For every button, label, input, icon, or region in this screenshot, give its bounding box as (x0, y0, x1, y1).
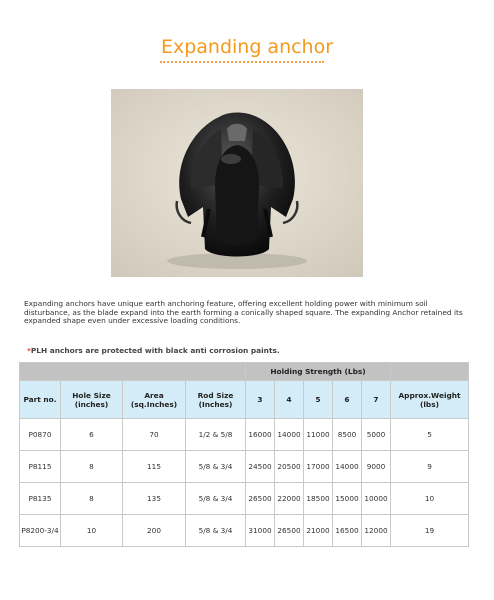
table-row (20, 515, 469, 547)
group-header-spacer-end (391, 363, 469, 381)
column-header: Hole Size (inches) (61, 381, 123, 419)
table-cell: 11000 (304, 419, 333, 451)
specs-table (19, 362, 469, 547)
corrosion-note (27, 346, 280, 355)
table-cell: 20500 (275, 451, 304, 483)
table-cell: 5/8 & 3/4 (186, 515, 246, 547)
table-cell: 10000 (362, 483, 391, 515)
note-star: * (27, 346, 31, 355)
table-cell: 21000 (304, 515, 333, 547)
table-cell: P8200-3/4 (20, 515, 61, 547)
table-cell: 24500 (246, 451, 275, 483)
table-row (20, 419, 469, 451)
column-header: 5 (304, 381, 333, 419)
table-cell: 5/8 & 3/4 (186, 451, 246, 483)
table-cell: 18500 (304, 483, 333, 515)
column-header: Area (sq.Inches) (123, 381, 186, 419)
table-cell: P8115 (20, 451, 61, 483)
table-cell: 10 (391, 483, 469, 515)
table-cell: 8 (61, 451, 123, 483)
table-row (20, 451, 469, 483)
column-header: Approx.Weight (lbs) (391, 381, 469, 419)
table-cell: 8500 (333, 419, 362, 451)
table-cell: 5/8 & 3/4 (186, 483, 246, 515)
description-text: Expanding anchors have unique earth anchoring feature, offering excellent holding power with minimum soil disturbance, as the blade expand into the earth forming a conically shaped square. The expanding Anchor retained its expanded shape even under excessive loading conditions. (24, 299, 463, 326)
table-cell: 9000 (362, 451, 391, 483)
table-cell: P0870 (20, 419, 61, 451)
table-cell: 12000 (362, 515, 391, 547)
column-header: 7 (362, 381, 391, 419)
table-cell: 200 (123, 515, 186, 547)
holding-strength-header: Holding Strength (Lbs) (246, 363, 391, 381)
table-cell: 19 (391, 515, 469, 547)
table-cell: 5000 (362, 419, 391, 451)
column-header: 3 (246, 381, 275, 419)
column-header: Part no. (20, 381, 61, 419)
note-text: PLH anchors are protected with black anti corrosion paints. (30, 346, 280, 355)
table-cell: 115 (123, 451, 186, 483)
table-cell: 10 (61, 515, 123, 547)
table-cell: 14000 (333, 451, 362, 483)
column-header: 4 (275, 381, 304, 419)
anchor-photo (111, 89, 363, 277)
table-cell: 16000 (246, 419, 275, 451)
table-cell: 17000 (304, 451, 333, 483)
table-cell: 70 (123, 419, 186, 451)
column-header: Rod Size (Inches) (186, 381, 246, 419)
table-cell: 8 (61, 483, 123, 515)
table-cell: 14000 (275, 419, 304, 451)
table-row (20, 483, 469, 515)
table-cell: 5 (391, 419, 469, 451)
table-cell: P8135 (20, 483, 61, 515)
page-title: Expanding anchor (160, 36, 334, 58)
column-header: 6 (333, 381, 362, 419)
table-cell: 26500 (275, 515, 304, 547)
table-cell: 22000 (275, 483, 304, 515)
group-header-spacer (20, 363, 246, 381)
table-cell: 26500 (246, 483, 275, 515)
table-cell: 15000 (333, 483, 362, 515)
table-cell: 16500 (333, 515, 362, 547)
table-cell: 135 (123, 483, 186, 515)
table-cell: 31000 (246, 515, 275, 547)
table-cell: 6 (61, 419, 123, 451)
title-underline (160, 61, 324, 63)
table-cell: 9 (391, 451, 469, 483)
table-cell: 1/2 & 5/8 (186, 419, 246, 451)
